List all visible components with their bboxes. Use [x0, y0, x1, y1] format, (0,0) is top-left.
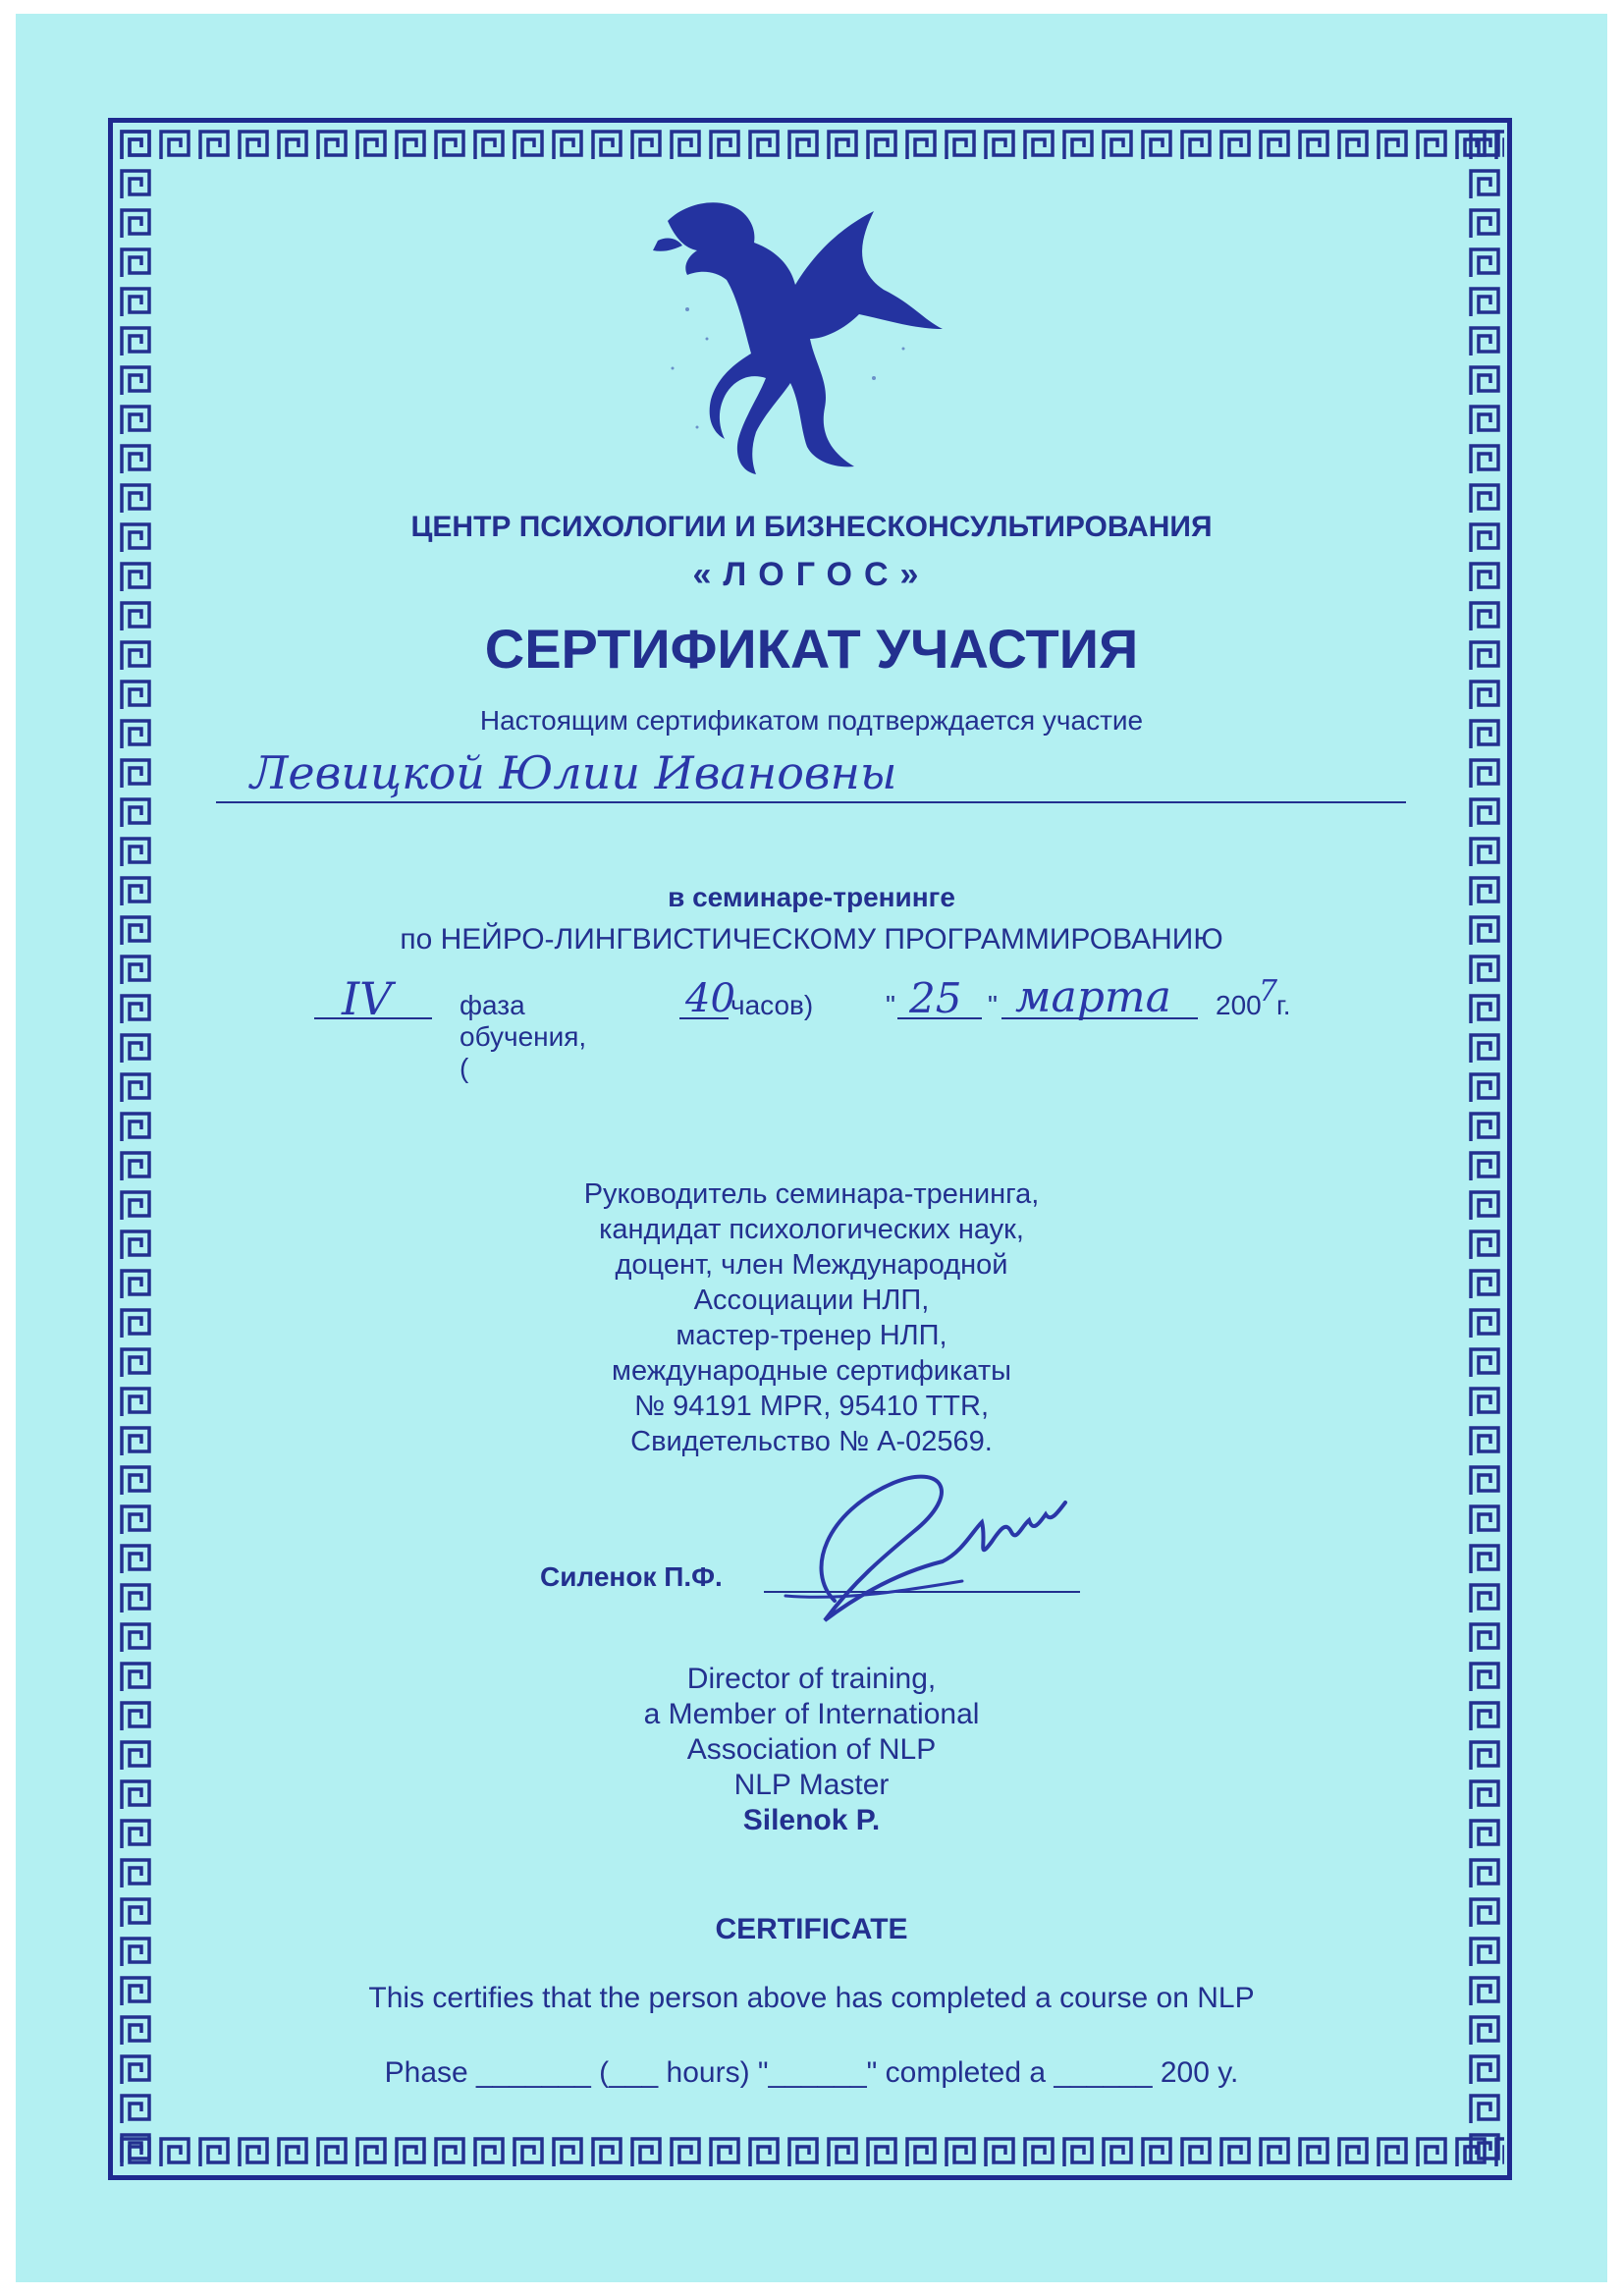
director-name: Silenok P. [742, 1804, 881, 1836]
leader-line: Ассоциации НЛП, [693, 1285, 930, 1316]
hours-label: часов) [730, 990, 814, 1020]
organization-name: «ЛОГОС» [692, 556, 931, 593]
leader-credentials [0, 1176, 1623, 1459]
participant-name: Левицкой Юлии Ивановны [250, 746, 897, 799]
leader-line: международные сертификаты [612, 1355, 1011, 1387]
leader-line: кандидат психологических наук, [599, 1214, 1024, 1245]
meander-border-bottom [116, 2133, 1504, 2172]
director-line: a Member of International [643, 1698, 980, 1730]
day-number: 25 [909, 974, 962, 1022]
month-underline [1001, 1017, 1198, 1019]
course-topic: по НЕЙРО-ЛИНГВИСТИЧЕСКОМУ ПРОГРАММИРОВАНИЮ [400, 923, 1223, 956]
year-suffix: г. [1276, 990, 1291, 1020]
pegasus-logo-icon [628, 182, 952, 476]
meander-border-right [1465, 126, 1504, 2172]
seminar-label: в семинаре-тренинге [668, 882, 955, 912]
signer-name: Силенок П.Ф. [540, 1561, 723, 1592]
director-line: Director of training, [686, 1663, 937, 1695]
leader-line: Свидетельство № А-02569. [630, 1426, 993, 1457]
hours-number: 40 [685, 976, 735, 1021]
english-phase-line: Phase _______ (___ hours) "______" completed a ______ 200 y. [384, 2056, 1239, 2089]
handwritten-signature [766, 1453, 1080, 1640]
year-printed: 200 [1216, 990, 1262, 1020]
meander-border-left [116, 126, 155, 2172]
year-digit: 7 [1259, 974, 1278, 1009]
quote-open: " [886, 990, 895, 1020]
leader-line: № 94191 MPR, 95410 TTR, [633, 1391, 990, 1422]
leader-line: мастер-тренер НЛП, [676, 1320, 947, 1351]
phase-label: фаза обучения, ( [460, 990, 587, 1083]
organization-title: ЦЕНТР ПСИХОЛОГИИ И БИЗНЕСКОНСУЛЬТИРОВАНИЯ [410, 511, 1213, 543]
director-line: Association of NLP [686, 1733, 937, 1766]
phase-number: IV [342, 972, 393, 1025]
quote-close: " [988, 990, 998, 1020]
meander-border-top [116, 126, 1504, 165]
leader-line: доцент, член Международной [615, 1249, 1008, 1281]
day-underline [897, 1017, 982, 1019]
english-certificate-title: CERTIFICATE [715, 1913, 908, 1945]
confirmation-text: Настоящим сертификатом подтверждается участие [479, 705, 1144, 736]
leader-line: Руководитель семинара-тренинга, [583, 1178, 1040, 1210]
month-name: марта [1015, 972, 1171, 1022]
director-line: NLP Master [733, 1769, 890, 1801]
certificate-title: СЕРТИФИКАТ УЧАСТИЯ [484, 618, 1139, 680]
hours-underline [679, 1017, 729, 1019]
name-underline [216, 801, 1406, 803]
phase-underline [314, 1017, 432, 1019]
director-block [0, 1662, 1623, 1838]
english-certificate-text: This certifies that the person above has completed a course on NLP [368, 1982, 1255, 2014]
